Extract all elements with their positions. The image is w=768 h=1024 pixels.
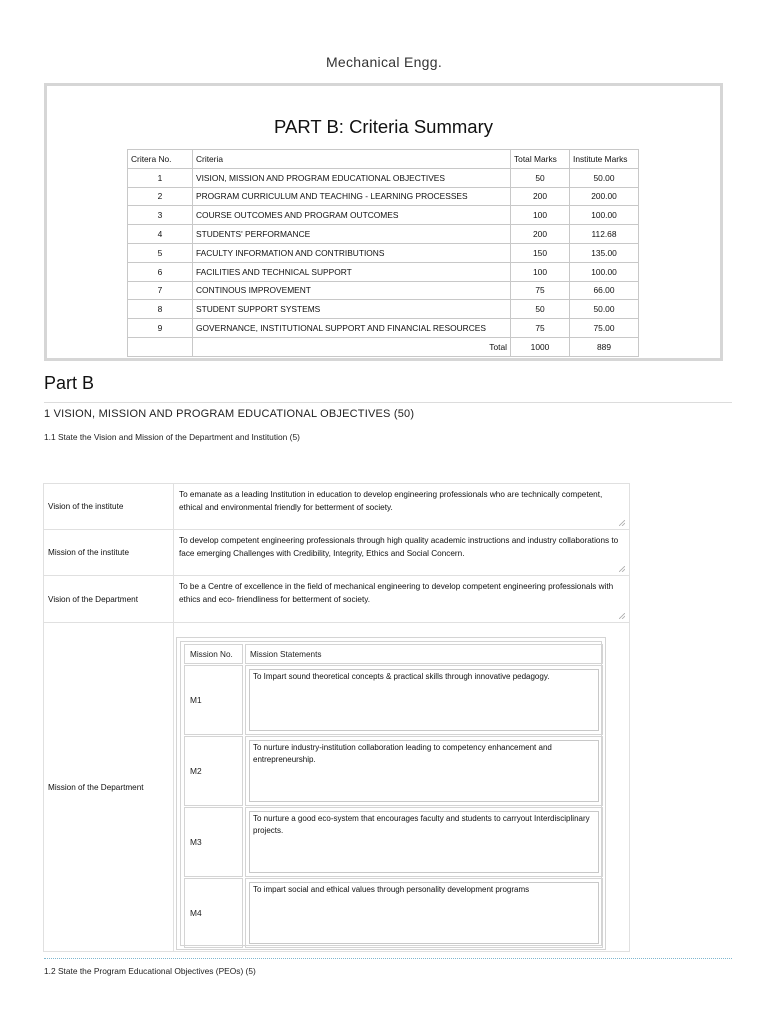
total-marks: 50 <box>511 168 570 187</box>
mission-no: M4 <box>184 878 243 948</box>
criteria-name: STUDENT SUPPORT SYSTEMS <box>193 300 511 319</box>
criteria-name: GOVERNANCE, INSTITUTIONAL SUPPORT AND FINANCIAL RESOURCES <box>193 319 511 338</box>
institute-marks: 100.00 <box>570 262 639 281</box>
mission-no: M2 <box>184 736 243 806</box>
total-marks: 100 <box>511 262 570 281</box>
resize-handle-icon[interactable] <box>619 613 625 619</box>
criteria-no: 3 <box>128 206 193 225</box>
section-divider <box>44 958 732 959</box>
mission-institute-textarea[interactable]: To develop competent engineering professionals through high quality academic instructions and industry collaborations to face emerging Challenges with Credibility, Integrity, Ethics and Social Concern. <box>179 536 619 558</box>
mission-no: M1 <box>184 665 243 735</box>
institute-marks: 200.00 <box>570 187 639 206</box>
mission-statement-header: Mission Statements <box>245 644 603 664</box>
mission-statement-cell <box>245 736 603 806</box>
criteria-name: PROGRAM CURRICULUM AND TEACHING - LEARNING PROCESSES <box>193 187 511 206</box>
vision-department-row <box>44 576 629 623</box>
mission-institute-label: Mission of the institute <box>44 530 174 575</box>
resize-handle-icon[interactable] <box>619 520 625 526</box>
criteria-no: 6 <box>128 262 193 281</box>
institute-marks: 50.00 <box>570 168 639 187</box>
total-marks: 50 <box>511 300 570 319</box>
col-header-criteria: Criteria <box>193 150 511 169</box>
criteria-summary-panel <box>44 83 723 361</box>
institute-marks: 100.00 <box>570 206 639 225</box>
mission-statement-cell <box>245 665 603 735</box>
total-marks-sum: 1000 <box>511 337 570 356</box>
mission-department-row <box>44 623 629 951</box>
vision-mission-table <box>43 483 630 952</box>
institute-marks: 66.00 <box>570 281 639 300</box>
vision-department-textarea[interactable]: To be a Centre of excellence in the field of mechanical engineering to develop competent engineering professionals with ethics and eco- friendliness for betterment of society. <box>179 582 614 604</box>
table-row <box>128 319 639 338</box>
institute-marks-sum: 889 <box>570 337 639 356</box>
criteria-no: 2 <box>128 187 193 206</box>
mission-no: M3 <box>184 807 243 877</box>
mission-institute-row <box>44 530 629 576</box>
criteria-no: 1 <box>128 168 193 187</box>
institute-marks: 50.00 <box>570 300 639 319</box>
total-empty-cell <box>128 337 193 356</box>
section-1-heading: 1 VISION, MISSION AND PROGRAM EDUCATIONAL OBJECTIVES (50) <box>44 408 415 420</box>
col-header-total: Total Marks <box>511 150 570 169</box>
vision-department-label: Vision of the Department <box>44 576 174 622</box>
mission-statement-textarea[interactable]: To Impart sound theoretical concepts & practical skills through innovative pedagogy. <box>249 669 599 731</box>
mission-department-label: Mission of the Department <box>44 623 174 951</box>
mission-statement-textarea[interactable]: To nurture a good eco-system that encourages faculty and students to carryout Interdisciplinary projects. <box>249 811 599 873</box>
divider <box>44 402 732 403</box>
table-row <box>128 262 639 281</box>
vision-institute-textarea[interactable]: To emanate as a leading Institution in education to develop engineering professionals who are technically competent, ethical and environmental friendly for betterment of society. <box>179 490 603 512</box>
mission-table-inner <box>180 641 602 946</box>
total-marks: 75 <box>511 319 570 338</box>
mission-statements-table <box>176 637 606 950</box>
resize-handle-icon[interactable] <box>619 566 625 572</box>
institute-marks: 75.00 <box>570 319 639 338</box>
vision-institute-row <box>44 484 629 530</box>
table-row <box>128 168 639 187</box>
criteria-name: STUDENTS' PERFORMANCE <box>193 225 511 244</box>
part-b-heading: Part B <box>44 373 95 393</box>
total-marks: 75 <box>511 281 570 300</box>
department-header: Mechanical Engg. <box>325 54 443 70</box>
mission-no-header: Mission No. <box>184 644 243 664</box>
subsection-1-1-heading: 1.1 State the Vision and Mission of the Department and Institution (5) <box>44 432 300 442</box>
vision-institute-label: Vision of the institute <box>44 484 174 529</box>
table-row <box>128 281 639 300</box>
criteria-name: COURSE OUTCOMES AND PROGRAM OUTCOMES <box>193 206 511 225</box>
criteria-no: 9 <box>128 319 193 338</box>
total-marks: 150 <box>511 243 570 262</box>
criteria-no: 8 <box>128 300 193 319</box>
criteria-name: CONTINOUS IMPROVEMENT <box>193 281 511 300</box>
criteria-summary-table <box>127 149 639 357</box>
criteria-no: 4 <box>128 225 193 244</box>
mission-statement-cell <box>245 878 603 948</box>
summary-title: PART B: Criteria Summary <box>274 116 493 137</box>
mission-statement-textarea[interactable]: To nurture industry-institution collaboration leading to competency enhancement and entrepreneurship. <box>249 740 599 802</box>
total-marks: 200 <box>511 225 570 244</box>
criteria-name: FACULTY INFORMATION AND CONTRIBUTIONS <box>193 243 511 262</box>
table-header-row <box>128 150 639 169</box>
criteria-no: 7 <box>128 281 193 300</box>
table-row <box>128 206 639 225</box>
criteria-name: VISION, MISSION AND PROGRAM EDUCATIONAL OBJECTIVES <box>193 168 511 187</box>
total-marks: 200 <box>511 187 570 206</box>
col-header-institute: Institute Marks <box>570 150 639 169</box>
criteria-name: FACILITIES AND TECHNICAL SUPPORT <box>193 262 511 281</box>
mission-statement-textarea[interactable]: To impart social and ethical values through personality development programs <box>249 882 599 944</box>
mission-statement-cell <box>245 807 603 877</box>
institute-marks: 135.00 <box>570 243 639 262</box>
col-header-no: Critera No. <box>128 150 193 169</box>
total-marks: 100 <box>511 206 570 225</box>
table-row <box>128 225 639 244</box>
criteria-no: 5 <box>128 243 193 262</box>
table-row <box>128 243 639 262</box>
total-label: Total <box>193 337 511 356</box>
table-row <box>128 187 639 206</box>
institute-marks: 112.68 <box>570 225 639 244</box>
table-total-row <box>128 337 639 356</box>
subsection-1-2-heading: 1.2 State the Program Educational Objectives (PEOs) (5) <box>44 966 256 976</box>
table-row <box>128 300 639 319</box>
